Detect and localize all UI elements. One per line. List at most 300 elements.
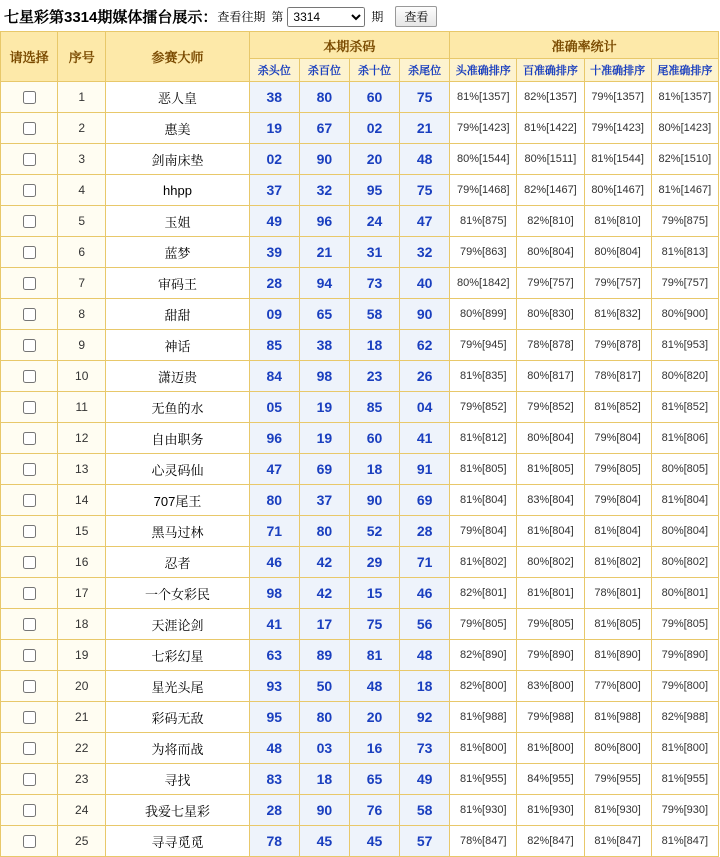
row-master-name[interactable]: 七彩幻星 (106, 640, 249, 671)
row-kill-code: 56 (400, 609, 450, 640)
table-row (1, 330, 719, 361)
row-kill-code: 23 (349, 361, 399, 392)
table-body (1, 82, 719, 857)
row-index: 7 (58, 268, 106, 299)
row-master-name[interactable]: 潇迈贵 (106, 361, 249, 392)
row-kill-code: 60 (349, 82, 399, 113)
row-accuracy: 81%[813] (651, 237, 718, 268)
row-select-cell (1, 795, 58, 826)
row-kill-code: 28 (249, 795, 299, 826)
row-accuracy: 79%[863] (450, 237, 517, 268)
row-accuracy: 79%[945] (450, 330, 517, 361)
row-kill-code: 80 (299, 516, 349, 547)
row-accuracy: 81%[930] (517, 795, 584, 826)
row-kill-code: 48 (400, 144, 450, 175)
row-kill-code: 45 (299, 826, 349, 857)
row-kill-code: 38 (299, 330, 349, 361)
row-accuracy: 79%[852] (450, 392, 517, 423)
row-checkbox[interactable] (23, 215, 36, 228)
row-checkbox[interactable] (23, 277, 36, 290)
row-kill-code: 80 (299, 82, 349, 113)
row-kill-code: 20 (349, 702, 399, 733)
row-select-cell (1, 702, 58, 733)
row-accuracy: 81%[800] (517, 733, 584, 764)
row-kill-code: 28 (249, 268, 299, 299)
row-master-name[interactable]: 星光头尾 (106, 671, 249, 702)
row-accuracy: 81%[800] (450, 733, 517, 764)
row-accuracy: 82%[800] (450, 671, 517, 702)
row-index: 4 (58, 175, 106, 206)
row-accuracy: 80%[820] (651, 361, 718, 392)
row-checkbox[interactable] (23, 370, 36, 383)
row-accuracy: 80%[804] (517, 423, 584, 454)
row-kill-code: 20 (349, 144, 399, 175)
header-rate-hundred: 百准确排序 (517, 59, 584, 82)
row-master-name[interactable]: 审码王 (106, 268, 249, 299)
row-accuracy: 81%[805] (517, 454, 584, 485)
row-accuracy: 82%[988] (651, 702, 718, 733)
table-row (1, 144, 719, 175)
row-accuracy: 81%[802] (584, 547, 651, 578)
row-kill-code: 47 (249, 454, 299, 485)
row-accuracy: 78%[801] (584, 578, 651, 609)
row-checkbox[interactable] (23, 122, 36, 135)
row-master-name[interactable]: 惠美 (106, 113, 249, 144)
table-row (1, 175, 719, 206)
row-select-cell (1, 423, 58, 454)
row-kill-code: 18 (400, 671, 450, 702)
row-kill-code: 75 (400, 82, 450, 113)
row-kill-code: 83 (249, 764, 299, 795)
row-accuracy: 80%[801] (651, 578, 718, 609)
row-master-name[interactable]: 甜甜 (106, 299, 249, 330)
row-master-name[interactable]: 蓝梦 (106, 237, 249, 268)
row-accuracy: 80%[899] (450, 299, 517, 330)
row-checkbox[interactable] (23, 556, 36, 569)
row-kill-code: 21 (299, 237, 349, 268)
row-kill-code: 63 (249, 640, 299, 671)
row-index: 3 (58, 144, 106, 175)
table-row (1, 423, 719, 454)
row-kill-code: 67 (299, 113, 349, 144)
row-index: 20 (58, 671, 106, 702)
row-checkbox[interactable] (23, 308, 36, 321)
row-accuracy: 82%[890] (450, 640, 517, 671)
row-kill-code: 90 (400, 299, 450, 330)
row-accuracy: 79%[805] (450, 609, 517, 640)
header-rate-ten: 十准确排序 (584, 59, 651, 82)
table-header (1, 32, 719, 82)
row-kill-code: 16 (349, 733, 399, 764)
row-kill-code: 45 (349, 826, 399, 857)
table-row (1, 361, 719, 392)
header-kill-tail: 杀尾位 (400, 59, 450, 82)
row-accuracy: 79%[1423] (584, 113, 651, 144)
row-checkbox[interactable] (23, 618, 36, 631)
row-accuracy: 80%[800] (584, 733, 651, 764)
row-kill-code: 65 (299, 299, 349, 330)
row-kill-code: 31 (349, 237, 399, 268)
row-kill-code: 62 (400, 330, 450, 361)
row-kill-code: 73 (349, 268, 399, 299)
row-master-name[interactable]: 为将而战 (106, 733, 249, 764)
row-accuracy: 80%[900] (651, 299, 718, 330)
row-kill-code: 32 (299, 175, 349, 206)
row-kill-code: 40 (400, 268, 450, 299)
page-header (0, 0, 720, 31)
row-accuracy: 81%[988] (450, 702, 517, 733)
row-master-name[interactable]: 我爱七星彩 (106, 795, 249, 826)
row-index: 10 (58, 361, 106, 392)
row-accuracy: 81%[955] (651, 764, 718, 795)
header-row-groups (1, 32, 719, 59)
row-checkbox[interactable] (23, 525, 36, 538)
row-index: 5 (58, 206, 106, 237)
row-accuracy: 79%[890] (651, 640, 718, 671)
row-kill-code: 32 (400, 237, 450, 268)
row-accuracy: 81%[800] (651, 733, 718, 764)
row-accuracy: 77%[800] (584, 671, 651, 702)
row-accuracy: 79%[955] (584, 764, 651, 795)
row-select-cell (1, 144, 58, 175)
row-checkbox[interactable] (23, 184, 36, 197)
row-checkbox[interactable] (23, 463, 36, 476)
row-accuracy: 80%[805] (651, 454, 718, 485)
row-accuracy: 79%[890] (517, 640, 584, 671)
row-accuracy: 80%[1842] (450, 268, 517, 299)
row-kill-code: 76 (349, 795, 399, 826)
row-accuracy: 79%[878] (584, 330, 651, 361)
row-kill-code: 80 (249, 485, 299, 516)
row-kill-code: 65 (349, 764, 399, 795)
row-kill-code: 19 (249, 113, 299, 144)
row-select-cell (1, 485, 58, 516)
row-index: 8 (58, 299, 106, 330)
table-row (1, 206, 719, 237)
row-kill-code: 37 (299, 485, 349, 516)
row-master-name[interactable]: 心灵码仙 (106, 454, 249, 485)
row-accuracy: 81%[801] (517, 578, 584, 609)
row-index: 1 (58, 82, 106, 113)
row-kill-code: 80 (299, 702, 349, 733)
row-kill-code: 52 (349, 516, 399, 547)
row-kill-code: 41 (400, 423, 450, 454)
table-row (1, 516, 719, 547)
row-kill-code: 02 (249, 144, 299, 175)
row-accuracy: 81%[805] (584, 609, 651, 640)
row-checkbox[interactable] (23, 835, 36, 848)
period-select[interactable] (287, 7, 365, 27)
row-master-name[interactable]: 无鱼的水 (106, 392, 249, 423)
row-kill-code: 90 (299, 144, 349, 175)
row-accuracy: 83%[800] (517, 671, 584, 702)
row-accuracy: 79%[757] (651, 268, 718, 299)
table-row (1, 113, 719, 144)
row-accuracy: 79%[875] (651, 206, 718, 237)
row-select-cell (1, 671, 58, 702)
row-kill-code: 50 (299, 671, 349, 702)
row-index: 9 (58, 330, 106, 361)
row-kill-code: 92 (400, 702, 450, 733)
row-accuracy: 78%[847] (450, 826, 517, 857)
row-kill-code: 81 (349, 640, 399, 671)
row-master-name[interactable]: 707尾王 (106, 485, 249, 516)
row-accuracy: 82%[1357] (517, 82, 584, 113)
row-accuracy: 79%[1357] (584, 82, 651, 113)
row-kill-code: 85 (349, 392, 399, 423)
row-kill-code: 21 (400, 113, 450, 144)
row-kill-code: 91 (400, 454, 450, 485)
row-accuracy: 81%[852] (651, 392, 718, 423)
row-accuracy: 79%[804] (584, 485, 651, 516)
row-kill-code: 24 (349, 206, 399, 237)
table-row (1, 392, 719, 423)
row-accuracy: 80%[802] (651, 547, 718, 578)
row-master-name[interactable]: 寻寻觅觅 (106, 826, 249, 857)
row-kill-code: 02 (349, 113, 399, 144)
row-index: 6 (58, 237, 106, 268)
row-kill-code: 17 (299, 609, 349, 640)
row-accuracy: 80%[804] (651, 516, 718, 547)
row-accuracy: 79%[1468] (450, 175, 517, 206)
row-accuracy: 80%[1544] (450, 144, 517, 175)
row-select-cell (1, 640, 58, 671)
header-rate-head: 头准确排序 (450, 59, 517, 82)
row-index: 17 (58, 578, 106, 609)
row-accuracy: 83%[804] (517, 485, 584, 516)
header-master: 参赛大师 (106, 32, 249, 82)
row-kill-code: 19 (299, 392, 349, 423)
row-kill-code: 96 (249, 423, 299, 454)
table-row (1, 826, 719, 857)
row-kill-code: 71 (400, 547, 450, 578)
header-kill-ten: 杀十位 (349, 59, 399, 82)
row-accuracy: 81%[988] (584, 702, 651, 733)
row-accuracy: 81%[955] (450, 764, 517, 795)
row-kill-code: 84 (249, 361, 299, 392)
row-master-name[interactable]: 寻找 (106, 764, 249, 795)
row-checkbox[interactable] (23, 711, 36, 724)
row-kill-code: 89 (299, 640, 349, 671)
row-checkbox[interactable] (23, 680, 36, 693)
row-kill-code: 69 (299, 454, 349, 485)
row-kill-code: 46 (249, 547, 299, 578)
row-index: 14 (58, 485, 106, 516)
row-kill-code: 85 (249, 330, 299, 361)
row-index: 22 (58, 733, 106, 764)
row-kill-code: 90 (299, 795, 349, 826)
row-accuracy: 81%[875] (450, 206, 517, 237)
table-row (1, 795, 719, 826)
row-accuracy: 81%[847] (584, 826, 651, 857)
row-accuracy: 81%[835] (450, 361, 517, 392)
row-accuracy: 80%[804] (584, 237, 651, 268)
table-row (1, 733, 719, 764)
row-kill-code: 69 (400, 485, 450, 516)
row-checkbox[interactable] (23, 649, 36, 662)
row-accuracy: 80%[817] (517, 361, 584, 392)
row-index: 18 (58, 609, 106, 640)
header-kill-group: 本期杀码 (249, 32, 450, 59)
row-checkbox[interactable] (23, 773, 36, 786)
row-kill-code: 46 (400, 578, 450, 609)
row-kill-code: 57 (400, 826, 450, 857)
row-accuracy: 81%[804] (651, 485, 718, 516)
header-index: 序号 (58, 32, 106, 82)
row-select-cell (1, 206, 58, 237)
row-select-cell (1, 330, 58, 361)
row-checkbox[interactable] (23, 401, 36, 414)
row-select-cell (1, 547, 58, 578)
row-accuracy: 78%[878] (517, 330, 584, 361)
row-accuracy: 81%[810] (584, 206, 651, 237)
row-accuracy: 81%[890] (584, 640, 651, 671)
table-row (1, 609, 719, 640)
row-accuracy: 81%[832] (584, 299, 651, 330)
row-select-cell (1, 299, 58, 330)
row-kill-code: 58 (349, 299, 399, 330)
row-master-name[interactable]: 神话 (106, 330, 249, 361)
row-index: 21 (58, 702, 106, 733)
table-row (1, 640, 719, 671)
row-checkbox[interactable] (23, 587, 36, 600)
table-row (1, 702, 719, 733)
row-select-cell (1, 113, 58, 144)
row-accuracy: 79%[988] (517, 702, 584, 733)
row-accuracy: 82%[847] (517, 826, 584, 857)
row-accuracy: 81%[804] (584, 516, 651, 547)
row-kill-code: 38 (249, 82, 299, 113)
row-select-cell (1, 764, 58, 795)
row-accuracy: 79%[852] (517, 392, 584, 423)
row-kill-code: 58 (400, 795, 450, 826)
row-master-name[interactable]: 一个女彩民 (106, 578, 249, 609)
row-accuracy: 79%[1423] (450, 113, 517, 144)
row-accuracy: 79%[757] (517, 268, 584, 299)
row-accuracy: 82%[1510] (651, 144, 718, 175)
row-accuracy: 79%[805] (651, 609, 718, 640)
row-kill-code: 15 (349, 578, 399, 609)
row-master-name[interactable]: 剑南床垫 (106, 144, 249, 175)
row-kill-code: 29 (349, 547, 399, 578)
period-prefix-label: 第 (271, 10, 284, 24)
row-select-cell (1, 237, 58, 268)
query-button[interactable]: 查看 (395, 6, 437, 27)
row-checkbox[interactable] (23, 804, 36, 817)
row-checkbox[interactable] (23, 742, 36, 755)
row-kill-code: 48 (349, 671, 399, 702)
row-accuracy: 82%[1467] (517, 175, 584, 206)
row-index: 19 (58, 640, 106, 671)
row-accuracy: 81%[812] (450, 423, 517, 454)
row-master-name[interactable]: 玉姐 (106, 206, 249, 237)
header-select: 请选择 (1, 32, 58, 82)
row-master-name[interactable]: 天涯论剑 (106, 609, 249, 640)
row-accuracy: 79%[804] (584, 423, 651, 454)
row-kill-code: 04 (400, 392, 450, 423)
table-row (1, 764, 719, 795)
row-kill-code: 96 (299, 206, 349, 237)
row-select-cell (1, 826, 58, 857)
row-checkbox[interactable] (23, 494, 36, 507)
row-checkbox[interactable] (23, 246, 36, 259)
table-row (1, 237, 719, 268)
header-kill-head: 杀头位 (249, 59, 299, 82)
row-kill-code: 47 (400, 206, 450, 237)
row-select-cell (1, 268, 58, 299)
row-accuracy: 80%[1467] (584, 175, 651, 206)
row-kill-code: 95 (249, 702, 299, 733)
row-accuracy: 81%[847] (651, 826, 718, 857)
leaderboard-table (0, 31, 719, 857)
row-kill-code: 71 (249, 516, 299, 547)
row-accuracy: 81%[1357] (651, 82, 718, 113)
row-accuracy: 81%[804] (450, 485, 517, 516)
table-row (1, 299, 719, 330)
row-select-cell (1, 361, 58, 392)
view-history-label: 查看往期 (217, 10, 266, 24)
row-index: 12 (58, 423, 106, 454)
row-accuracy: 81%[802] (450, 547, 517, 578)
row-checkbox[interactable] (23, 432, 36, 445)
header-rate-tail: 尾准确排序 (651, 59, 718, 82)
row-kill-code: 49 (400, 764, 450, 795)
row-master-name[interactable]: 黑马过林 (106, 516, 249, 547)
row-select-cell (1, 733, 58, 764)
page-title: 七星彩第3314期媒体擂台展示： (4, 9, 218, 26)
row-index: 23 (58, 764, 106, 795)
row-accuracy: 81%[1467] (651, 175, 718, 206)
row-kill-code: 98 (299, 361, 349, 392)
row-accuracy: 81%[852] (584, 392, 651, 423)
row-accuracy: 81%[930] (450, 795, 517, 826)
row-master-name[interactable]: hhpp (106, 175, 249, 206)
row-select-cell (1, 578, 58, 609)
row-accuracy: 80%[1511] (517, 144, 584, 175)
row-kill-code: 09 (249, 299, 299, 330)
row-kill-code: 18 (349, 330, 399, 361)
row-kill-code: 90 (349, 485, 399, 516)
row-select-cell (1, 454, 58, 485)
row-kill-code: 42 (299, 547, 349, 578)
row-kill-code: 49 (249, 206, 299, 237)
row-kill-code: 73 (400, 733, 450, 764)
row-kill-code: 98 (249, 578, 299, 609)
row-accuracy: 81%[806] (651, 423, 718, 454)
row-kill-code: 28 (400, 516, 450, 547)
row-master-name[interactable]: 忍者 (106, 547, 249, 578)
row-master-name[interactable]: 彩码无敌 (106, 702, 249, 733)
row-index: 15 (58, 516, 106, 547)
row-kill-code: 03 (299, 733, 349, 764)
table-row (1, 454, 719, 485)
row-accuracy: 81%[805] (450, 454, 517, 485)
row-index: 24 (58, 795, 106, 826)
row-master-name[interactable]: 自由职务 (106, 423, 249, 454)
row-accuracy: 80%[804] (517, 237, 584, 268)
row-accuracy: 80%[1423] (651, 113, 718, 144)
row-checkbox[interactable] (23, 339, 36, 352)
row-select-cell (1, 392, 58, 423)
row-index: 2 (58, 113, 106, 144)
row-checkbox[interactable] (23, 91, 36, 104)
row-accuracy: 79%[805] (517, 609, 584, 640)
row-accuracy: 81%[930] (584, 795, 651, 826)
row-master-name[interactable]: 恶人皇 (106, 82, 249, 113)
row-accuracy: 79%[800] (651, 671, 718, 702)
table-row (1, 268, 719, 299)
row-checkbox[interactable] (23, 153, 36, 166)
